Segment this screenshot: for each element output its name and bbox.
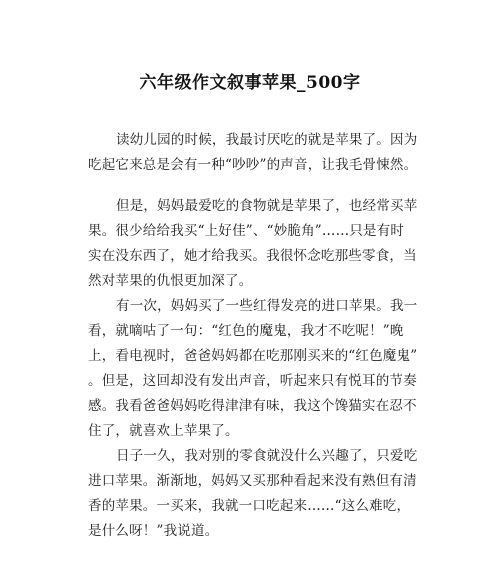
text-line: 读幼儿园的时候，我最讨厌吃的就是苹果了。因为 [116,132,418,148]
essay-body [88,128,423,544]
text-line: 有一次，妈妈买了一些红得发亮的进口苹果。我一 [116,298,418,314]
text-line: 感。我看爸爸妈妈吃得津津有味，我这个馋猫实在忍不 [88,398,417,414]
text-line: 进口苹果。渐渐地，妈妈又买那种看起来没有熟但有清 [88,473,417,489]
text-line: 。但是，这回却没有发出声音，听起来只有悦耳的节奏 [88,373,417,389]
paragraph-4 [88,444,423,544]
text-line: 吃起它来总是会有一种“吵吵”的声音，让我毛骨悚然。 [88,157,418,173]
text-line: 看，就嘀咕了一句：“红色的魔鬼，我才不吃呢！”晚 [88,323,404,339]
paragraph-1 [88,128,423,178]
paragraph-2 [88,194,423,294]
document-title: 六年级作文叙事苹果_500字 [139,73,361,93]
text-line: 上，看电视时，爸爸妈妈都在吃那刚买来的“红色魔鬼” [88,348,418,364]
text-line: 果。很少给给我买“上好佳”、“妙脆角”……只是有时 [88,223,405,239]
text-line: 住了，就喜欢上苹果了。 [88,423,239,439]
paragraph-3 [88,294,423,444]
text-line: 实在没东西了，她才给我买。我很怀念吃那些零食，当 [88,248,417,264]
text-line: 香的苹果。一买来，我就一口吃起来……“这么难吃， [88,498,411,514]
text-line: 然对苹果的仇恨更加深了。 [88,273,253,289]
text-line: 是什么呀！”我说道。 [88,523,219,539]
paragraph-gap [88,178,423,194]
text-line: 但是，妈妈最爱吃的食物就是苹果了，也经常买苹 [116,198,418,214]
text-line: 日子一久，我对别的零食就没什么兴趣了，只爱吃 [116,448,418,464]
